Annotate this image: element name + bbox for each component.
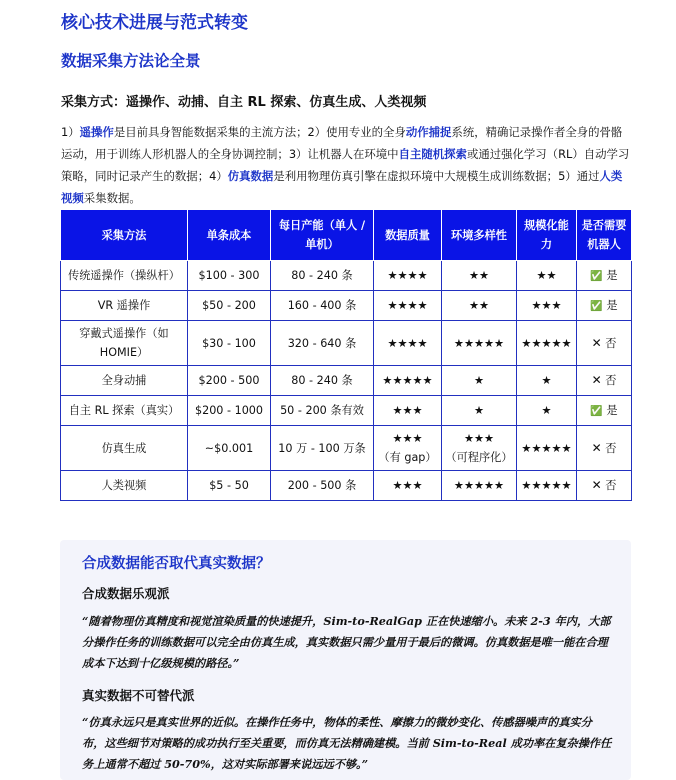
camp-realist-title: 真实数据不可替代派 (82, 688, 195, 703)
cell-diversity (442, 261, 517, 291)
needs-robot-label: 否 (605, 441, 617, 455)
header-cost: 单条成本 (188, 210, 271, 261)
section-title: 数据采集方法论全景 (61, 52, 201, 70)
cell-cost-value: $30 - 100 (202, 336, 256, 350)
cell-capacity-value: 80 - 240 条 (291, 374, 353, 387)
needs-robot-label: 是 (606, 403, 618, 417)
cell-needs-robot (577, 396, 632, 426)
cell-method (61, 261, 188, 291)
cell-diversity-value: ★★★ (463, 432, 495, 445)
cell-scalability-value: ★★★ (531, 299, 562, 312)
cell-quality-value: ★★★ (392, 432, 423, 445)
cell-quality-value: ★★★★ (387, 299, 428, 312)
cross-mark-icon: ✕ (591, 373, 602, 387)
cell-cost-value: ~$0.001 (204, 441, 254, 455)
cell-scalability (517, 261, 577, 291)
table-row (61, 321, 632, 366)
cell-method-value: 穿戴式遥操作（如 HOMIE） (79, 327, 169, 359)
cell-diversity (442, 291, 517, 321)
cell-quality (374, 291, 442, 321)
intro-keyword: 仿真数据 (227, 169, 274, 183)
cell-diversity-value: ★★ (468, 269, 490, 282)
cell-method-value: 仿真生成 (101, 441, 147, 455)
header-scalability: 规模化能力 (517, 210, 577, 261)
cell-capacity (271, 261, 374, 291)
cell-needs-robot (577, 471, 632, 501)
header-data-quality: 数据质量 (374, 210, 442, 261)
cell-capacity-value: 160 - 400 条 (287, 299, 357, 312)
cell-quality (374, 426, 442, 471)
needs-robot-label: 否 (605, 479, 617, 492)
cell-cost (188, 291, 271, 321)
cell-cost (188, 471, 271, 501)
cell-quality (374, 261, 442, 291)
cell-capacity (271, 366, 374, 396)
cell-capacity-value: 80 - 240 条 (291, 269, 353, 282)
cell-method-value: 自主 RL 探索（真实） (68, 404, 180, 417)
cell-scalability (517, 291, 577, 321)
intro-paragraph (61, 121, 633, 209)
cell-quality-value: ★★★★ (387, 269, 428, 282)
cell-needs-robot (577, 321, 632, 366)
check-mark-icon: ✅ (590, 300, 603, 312)
cell-quality-value: ★★★★★ (382, 374, 433, 387)
cell-cost (188, 426, 271, 471)
cell-method (61, 291, 188, 321)
cell-method (61, 426, 188, 471)
header-env-diversity: 环境多样性 (442, 210, 517, 261)
cell-cost (188, 321, 271, 366)
cell-needs-robot (577, 426, 632, 471)
intro-keyword: 遥操作 (79, 125, 114, 139)
table-row (61, 366, 632, 396)
cell-capacity (271, 396, 374, 426)
cell-scalability (517, 321, 577, 366)
cell-cost-value: $100 - 300 (198, 269, 260, 282)
cell-scalability-value: ★ (541, 404, 552, 417)
cell-needs-robot (577, 366, 632, 396)
cell-scalability-value: ★ (541, 374, 552, 387)
cell-diversity-note: （可程序化） (445, 451, 513, 464)
needs-robot-label: 是 (606, 298, 618, 312)
intro-keyword: 自主随机探索 (398, 147, 467, 161)
cell-diversity (442, 471, 517, 501)
cell-method (61, 471, 188, 501)
intro-text: 采集数据。 (83, 191, 141, 205)
cell-cost (188, 396, 271, 426)
cell-capacity-value: 10 万 - 100 万条 (278, 441, 366, 455)
cell-cost-value: $200 - 500 (198, 374, 260, 387)
cell-method (61, 366, 188, 396)
cell-quality (374, 366, 442, 396)
cell-scalability (517, 471, 577, 501)
needs-robot-label: 否 (605, 374, 617, 387)
intro-text: 1） (61, 125, 80, 139)
cell-needs-robot (577, 291, 632, 321)
camp-optimist-title: 合成数据乐观派 (82, 586, 170, 601)
cell-scalability (517, 366, 577, 396)
header-method: 采集方法 (61, 210, 188, 261)
page-title: 核心技术进展与范式转变 (61, 13, 248, 33)
cross-mark-icon: ✕ (591, 335, 602, 350)
table-row (61, 471, 632, 501)
cell-diversity-value: ★★ (468, 299, 490, 312)
camp-optimist-quote: “随着物理仿真精度和视觉渲染质量的快速提升，Sim-to-RealGap 正在快速缩小。未来 2-3 年内，大部分操作任务的训练数据可以完全由仿真生成，真实数据只需少量用于最后的微调。仿真数据是唯一能在合理成本下达到十亿级规模的路径。” (82, 614, 611, 670)
table-row (61, 396, 632, 426)
cell-method-value: 传统遥操作（操纵杆） (68, 269, 180, 282)
cell-cost (188, 261, 271, 291)
needs-robot-label: 否 (605, 336, 617, 350)
cell-quality-value: ★★★★ (387, 336, 428, 350)
cell-capacity (271, 321, 374, 366)
cross-mark-icon: ✕ (591, 440, 602, 455)
cell-capacity (271, 426, 374, 471)
camp-realist-quote: “仿真永远只是真实世界的近似。在操作任务中，物体的柔性、摩擦力的微妙变化、传感器噪声的真实分布，这些细节对策略的成功执行至关重要，而仿真无法精确建模。当前 Sim-to-Real 成功率在复杂操作任务上通常不超过 50-70%，这对实际部署来说远远不够。” (82, 715, 612, 771)
table-header-row (61, 210, 632, 261)
cell-capacity-value: 320 - 640 条 (287, 336, 357, 350)
cell-cost-value: $5 - 50 (209, 479, 249, 492)
cell-method-value: VR 遥操作 (97, 299, 151, 312)
cell-method-value: 全身动捕 (101, 374, 147, 387)
cell-diversity (442, 366, 517, 396)
header-daily-capacity: 每日产能（单人 / 单机） (271, 210, 374, 261)
cell-quality (374, 321, 442, 366)
cell-diversity (442, 426, 517, 471)
table-row (61, 426, 632, 471)
cell-diversity-value: ★★★★★ (453, 479, 505, 492)
check-mark-icon: ✅ (590, 270, 603, 282)
cell-scalability-value: ★★★★★ (521, 479, 572, 492)
check-mark-icon: ✅ (590, 405, 603, 417)
header-needs-robot: 是否需要机器人 (577, 210, 632, 261)
cell-scalability (517, 396, 577, 426)
cell-needs-robot (577, 261, 632, 291)
intro-text: 系统，精确记录操作者全身的骨骼运动，用于训练人形机器人的全身协调控制；3）让机器人在环境中 (61, 125, 623, 161)
cell-quality (374, 471, 442, 501)
table-row (61, 291, 632, 321)
intro-text: 是目前具身智能数据采集的主流方法；2）使用专业的全身 (113, 125, 406, 139)
cell-capacity-value: 200 - 500 条 (287, 479, 357, 492)
needs-robot-label: 是 (606, 268, 618, 282)
cell-method-value: 人类视频 (101, 479, 147, 492)
intro-keyword: 人类视频 (61, 169, 623, 205)
cell-scalability-value: ★★★★★ (521, 336, 572, 350)
cross-mark-icon: ✕ (591, 478, 602, 492)
cell-quality-value: ★★★ (392, 479, 423, 492)
cell-diversity-value: ★★★★★ (453, 336, 505, 350)
cell-method (61, 396, 188, 426)
synthetic-vs-real-callout (60, 540, 631, 780)
cell-diversity (442, 321, 517, 366)
table-row (61, 261, 632, 291)
cell-capacity (271, 291, 374, 321)
collection-methods-subheading: 采集方式：遥操作、动捕、自主 RL 探索、仿真生成、人类视频 (61, 95, 427, 110)
cell-diversity-value: ★ (473, 374, 485, 387)
cell-method (61, 321, 188, 366)
collection-methods-table (60, 209, 632, 501)
cell-diversity (442, 396, 517, 426)
cell-quality (374, 396, 442, 426)
cell-quality-note: （有 gap） (378, 451, 437, 464)
cell-cost-value: $50 - 200 (202, 299, 256, 312)
cell-quality-value: ★★★ (392, 404, 423, 417)
cell-capacity-value: 50 - 200 条有效 (280, 404, 364, 417)
cell-scalability-value: ★★★★★ (521, 441, 572, 455)
cell-scalability (517, 426, 577, 471)
cell-capacity (271, 471, 374, 501)
intro-keyword: 动作捕捉 (405, 125, 452, 139)
cell-scalability-value: ★★ (536, 269, 557, 282)
cell-cost (188, 366, 271, 396)
intro-text: 是利用物理仿真引擎在虚拟环境中大规模生成训练数据；5）通过 (273, 169, 600, 183)
cell-diversity-value: ★ (473, 404, 485, 417)
callout-title: 合成数据能否取代真实数据？ (82, 556, 271, 572)
intro-text: 或通过强化学习（RL）自动学习策略，同时记录产生的数据；4） (61, 147, 630, 183)
cell-cost-value: $200 - 1000 (194, 404, 264, 417)
